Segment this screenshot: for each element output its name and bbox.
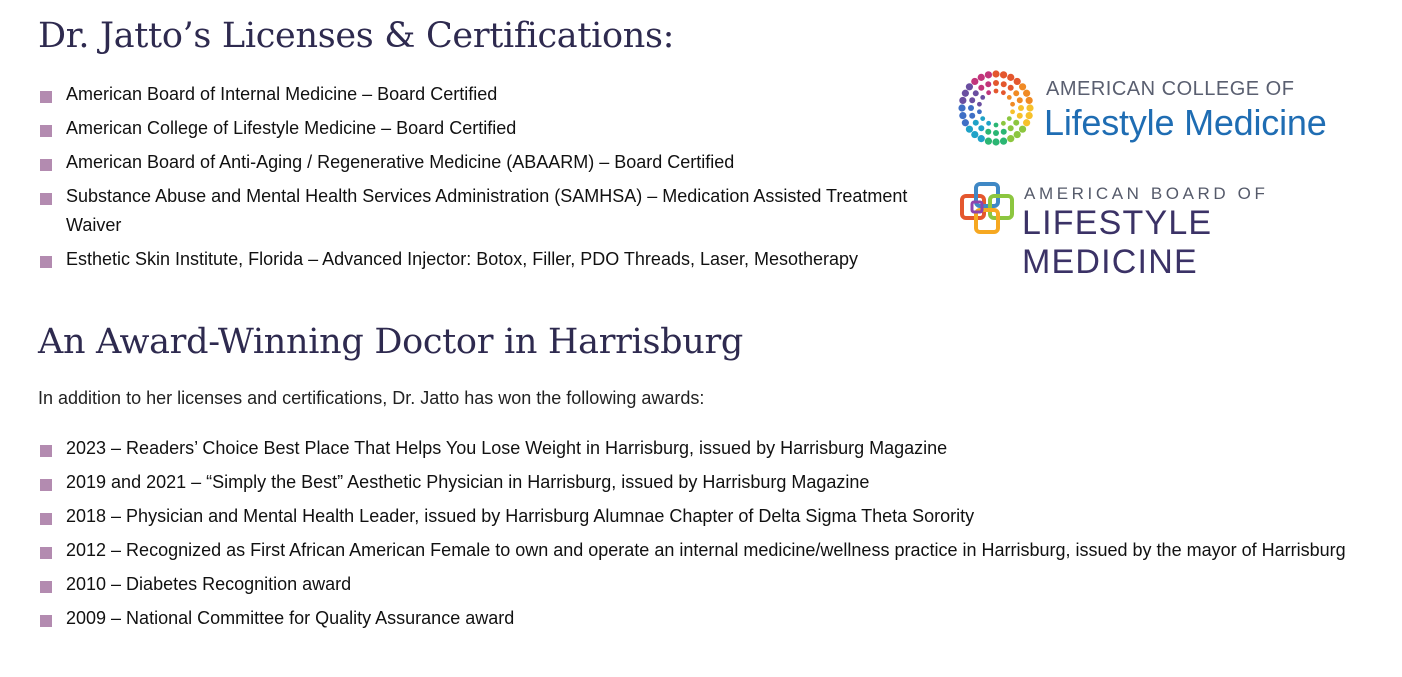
abl-logo: [958, 182, 1378, 281]
logo-dot: [986, 121, 991, 126]
logo-dot: [1019, 83, 1026, 90]
logo-dot: [1000, 71, 1007, 78]
logo-dot: [1013, 90, 1019, 96]
square-bullet-icon: [40, 547, 52, 559]
interlocking-squares-icon: [958, 182, 1016, 240]
licenses-list: [38, 80, 928, 279]
awards-intro: In addition to her licenses and certifications, Dr. Jatto has won the following awards:: [38, 388, 705, 408]
logo-dot: [1000, 138, 1007, 145]
list-item: [38, 434, 1358, 463]
logo-dot: [978, 85, 984, 91]
logo-dot: [978, 74, 985, 81]
acl-logo-line2: Lifestyle Medicine: [1044, 102, 1327, 143]
logo-dot: [985, 81, 991, 87]
logo-dot: [978, 135, 985, 142]
logo-dot: [1023, 119, 1030, 126]
logo-dot: [966, 126, 973, 133]
logo-dot: [968, 105, 974, 111]
list-item-text: Substance Abuse and Mental Health Services Administration (SAMHSA) – Medication Assisted Treatment Waiver: [66, 186, 908, 235]
logo-dot: [971, 131, 978, 138]
list-item-text: American Board of Internal Medicine – Board Certified: [66, 84, 498, 104]
logo-dot: [1018, 105, 1024, 111]
logo-dot: [978, 125, 984, 131]
logo-dot: [973, 120, 979, 126]
logo-dot: [980, 116, 985, 121]
logo-dot: [1019, 126, 1026, 133]
logo-dot: [1007, 95, 1012, 100]
dot-ring-icon: [958, 66, 1038, 152]
list-item-text: 2009 – National Committee for Quality Assurance award: [66, 608, 515, 628]
logo-dot: [1010, 102, 1015, 107]
list-item: [38, 604, 1358, 633]
logo-dot: [1026, 112, 1033, 119]
logo-dot: [1026, 104, 1033, 111]
logo-dot: [969, 97, 975, 103]
logo-dot: [1013, 120, 1019, 126]
logo-dot: [971, 78, 978, 85]
square-bullet-icon: [40, 91, 52, 103]
awards-list: [38, 434, 1358, 638]
logo-dot: [1023, 90, 1030, 97]
logo-dot: [959, 112, 966, 119]
logo-dot: [1007, 135, 1014, 142]
list-item: [38, 182, 928, 240]
list-item: [38, 536, 1358, 565]
square-bullet-icon: [40, 125, 52, 137]
logo-dot: [1008, 125, 1014, 131]
square-bullet-icon: [40, 159, 52, 171]
logo-dot: [1001, 129, 1007, 135]
square-bullet-icon: [40, 445, 52, 457]
licenses-heading: Dr. Jatto’s Licenses & Certifications:: [38, 16, 675, 56]
logo-dot: [1026, 97, 1033, 104]
list-item: [38, 502, 1358, 531]
logo-dot: [985, 129, 991, 135]
logo-dot: [1001, 90, 1006, 95]
square-bullet-icon: [40, 256, 52, 268]
logo-dot: [993, 80, 999, 86]
abl-logo-line2: LIFESTYLE MEDICINE: [1022, 204, 1213, 281]
logo-dot: [966, 83, 973, 90]
list-item-text: 2019 and 2021 – “Simply the Best” Aesthetic Physician in Harrisburg, issued by Harrisburg Magazine: [66, 472, 870, 492]
logo-dot: [962, 90, 969, 97]
logo-dot: [977, 109, 982, 114]
list-item: [38, 80, 928, 109]
list-item: [38, 148, 928, 177]
logo-dot: [1001, 81, 1007, 87]
square-bullet-icon: [40, 581, 52, 593]
list-item: [38, 468, 1358, 497]
logo-dot: [1001, 121, 1006, 126]
logo-dot: [1010, 109, 1015, 114]
list-item-text: 2023 – Readers’ Choice Best Place That Helps You Lose Weight in Harrisburg, issued by Harrisburg Magazine: [66, 438, 948, 458]
list-item: [38, 114, 928, 143]
logo-dot: [994, 123, 999, 128]
logo-dot: [986, 90, 991, 95]
logo-dot: [1007, 74, 1014, 81]
logo-dot: [1008, 85, 1014, 91]
logo-dot: [973, 90, 979, 96]
list-item: [38, 245, 928, 274]
square-bullet-icon: [40, 193, 52, 205]
list-item-text: 2018 – Physician and Mental Health Leader, issued by Harrisburg Alumnae Chapter of Delta Sigma Theta Sorority: [66, 506, 975, 526]
logo-dot: [962, 119, 969, 126]
logo-dot: [969, 113, 975, 119]
logo-dot: [959, 97, 966, 104]
square-bullet-icon: [40, 479, 52, 491]
logo-dot: [980, 95, 985, 100]
acl-logo-line1: AMERICAN COLLEGE OF: [1046, 78, 1295, 100]
logo-dot: [985, 71, 992, 78]
list-item-text: American College of Lifestyle Medicine – Board Certified: [66, 118, 517, 138]
logo-dot: [1014, 78, 1021, 85]
list-item-text: 2010 – Diabetes Recognition award: [66, 574, 352, 594]
logo-dot: [1014, 131, 1021, 138]
logo-dot: [1017, 97, 1023, 103]
logo-dot: [958, 104, 965, 111]
logo-dot: [994, 89, 999, 94]
list-item-text: 2012 – Recognized as First African American Female to own and operate an internal medicine/wellness practice in Harrisburg, issued by the mayor of Harrisburg: [66, 540, 1346, 560]
logo-dot: [992, 70, 999, 77]
list-item-text: Esthetic Skin Institute, Florida – Advanced Injector: Botox, Filler, PDO Threads, Laser, Mesotherapy: [66, 249, 859, 269]
square-bullet-icon: [40, 615, 52, 627]
square-bullet-icon: [40, 513, 52, 525]
acl-logo: [958, 66, 1378, 152]
awards-heading: An Award-Winning Doctor in Harrisburg: [38, 322, 743, 362]
abl-logo-line1: AMERICAN BOARD OF: [1024, 184, 1269, 203]
logo-dot: [985, 138, 992, 145]
list-item-text: American Board of Anti-Aging / Regenerative Medicine (ABAARM) – Board Certified: [66, 152, 735, 172]
logo-dot: [993, 130, 999, 136]
logo-dot: [992, 138, 999, 145]
logo-dot: [1017, 113, 1023, 119]
logo-dot: [977, 102, 982, 107]
list-item: [38, 570, 1358, 599]
logo-dot: [1007, 116, 1012, 121]
